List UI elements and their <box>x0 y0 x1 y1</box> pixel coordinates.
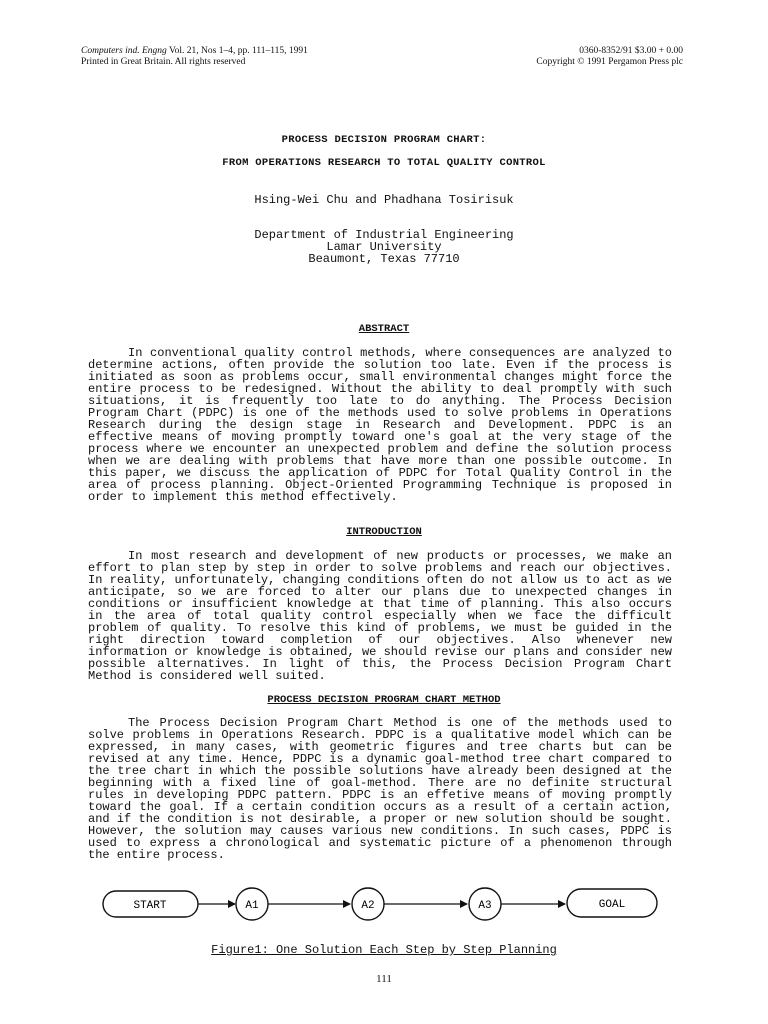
department: Department of Industrial Engineering <box>254 228 514 242</box>
start-node-label: START <box>133 900 167 912</box>
a3-node-label: A3 <box>478 900 492 912</box>
figure-caption: Figure1: One Solution Each Step by Step Planning <box>211 943 557 957</box>
journal-citation: Vol. 21, Nos 1–4, pp. 111–115, 1991 <box>168 46 308 56</box>
authors: Hsing-Wei Chu and Phadhana Tosirisuk <box>254 193 514 207</box>
paper-title-line-2: FROM OPERATIONS RESEARCH TO TOTAL QUALITY CONTROL <box>222 157 546 169</box>
method-text: The Process Decision Program Chart Method is one of the methods used to solve problems in Operations Research. PDPC is a qualitative model which can be expressed, in many cases, with geometric figures and tree charts but can be revised at any time. Hence, PDPC is a dynamic goal-method tree chart compared to the tree chart in which the possible solutions have already been designed at the beginning with a fixed line of goal-method. There are no definite structural rules in developing PDPC pattern. PDPC is an effetive means of moving promptly toward the goal. If a certain condition occurs as a result of a certain action, and if the condition is not desirable, a proper or new solution should be sought. However, the solution may causes various new conditions. In such cases, PDPC is used to express a chronological and systematic picture of a phenomenon through the entire process. <box>88 716 672 862</box>
a2-node-label: A2 <box>361 900 375 912</box>
introduction-heading: INTRODUCTION <box>346 526 422 538</box>
goal-node-label: GOAL <box>598 899 626 911</box>
affiliation <box>0 229 768 265</box>
introduction-text: In most research and development of new products or processes, we make an effort to plan step by step in order to solve problems and reach our objectives. In reality, unfortunately, changing conditions often do not allow us to act as we anticipate, so we are forced to alter our plans due to unexpected changes in conditions or insufficient knowledge at that time of planning. This also occurs in the area of total quality control especially when we face the difficult problem of quality. To resolve this kind of problems, we must be guided in the right direction toward completion of our objectives. Also whenever new information or knowledge is obtained, we should revise our plans and consider new possible alternatives. In light of this, the Process Decision Program Chart Method is considered well suited. <box>88 549 672 683</box>
method-heading: PROCESS DECISION PROGRAM CHART METHOD <box>267 694 501 706</box>
pdpc-flow-figure <box>95 880 665 928</box>
printed-notice: Printed in Great Britain. All rights reserved <box>81 57 246 67</box>
issn-price: 0360-8352/91 $3.00 + 0.00 <box>579 46 683 56</box>
abstract-heading: ABSTRACT <box>358 323 410 335</box>
copyright-notice: Copyright © 1991 Pergamon Press plc <box>536 57 683 67</box>
page-number: 111 <box>376 973 392 985</box>
abstract-text: In conventional quality control methods, where consequences are analyzed to determine actions, often provide the solution too late. Even if the process is initiated as soon as problems occur, small environmental changes might force the entire process to be redesigned. Without the ability to deal promptly with such situations, it is frequently too late to do anything. The Process Decision Program Chart (PDPC) is one of the methods used to solve problems in Operations Research during the design stage in Research and Development. PDPC is an effective means of moving promptly toward one's goal at the very stage of the process where we encounter an unexpected problem and define the solution process when we are dealing with problems that have more than one possible outcome. In this paper, we discuss the application of PDPC for Total Quality Control in the area of process planning. Object-Oriented Programming Technique is proposed in order to implement this method effectively. <box>88 346 672 504</box>
location: Beaumont, Texas 77710 <box>308 252 460 266</box>
paper-title-line-1: PROCESS DECISION PROGRAM CHART: <box>281 134 487 146</box>
running-header-left <box>81 46 308 68</box>
university: Lamar University <box>326 240 442 254</box>
journal-name: Computers ind. Engng <box>81 46 167 56</box>
a1-node-label: A1 <box>245 900 259 912</box>
running-header-right <box>536 46 683 68</box>
